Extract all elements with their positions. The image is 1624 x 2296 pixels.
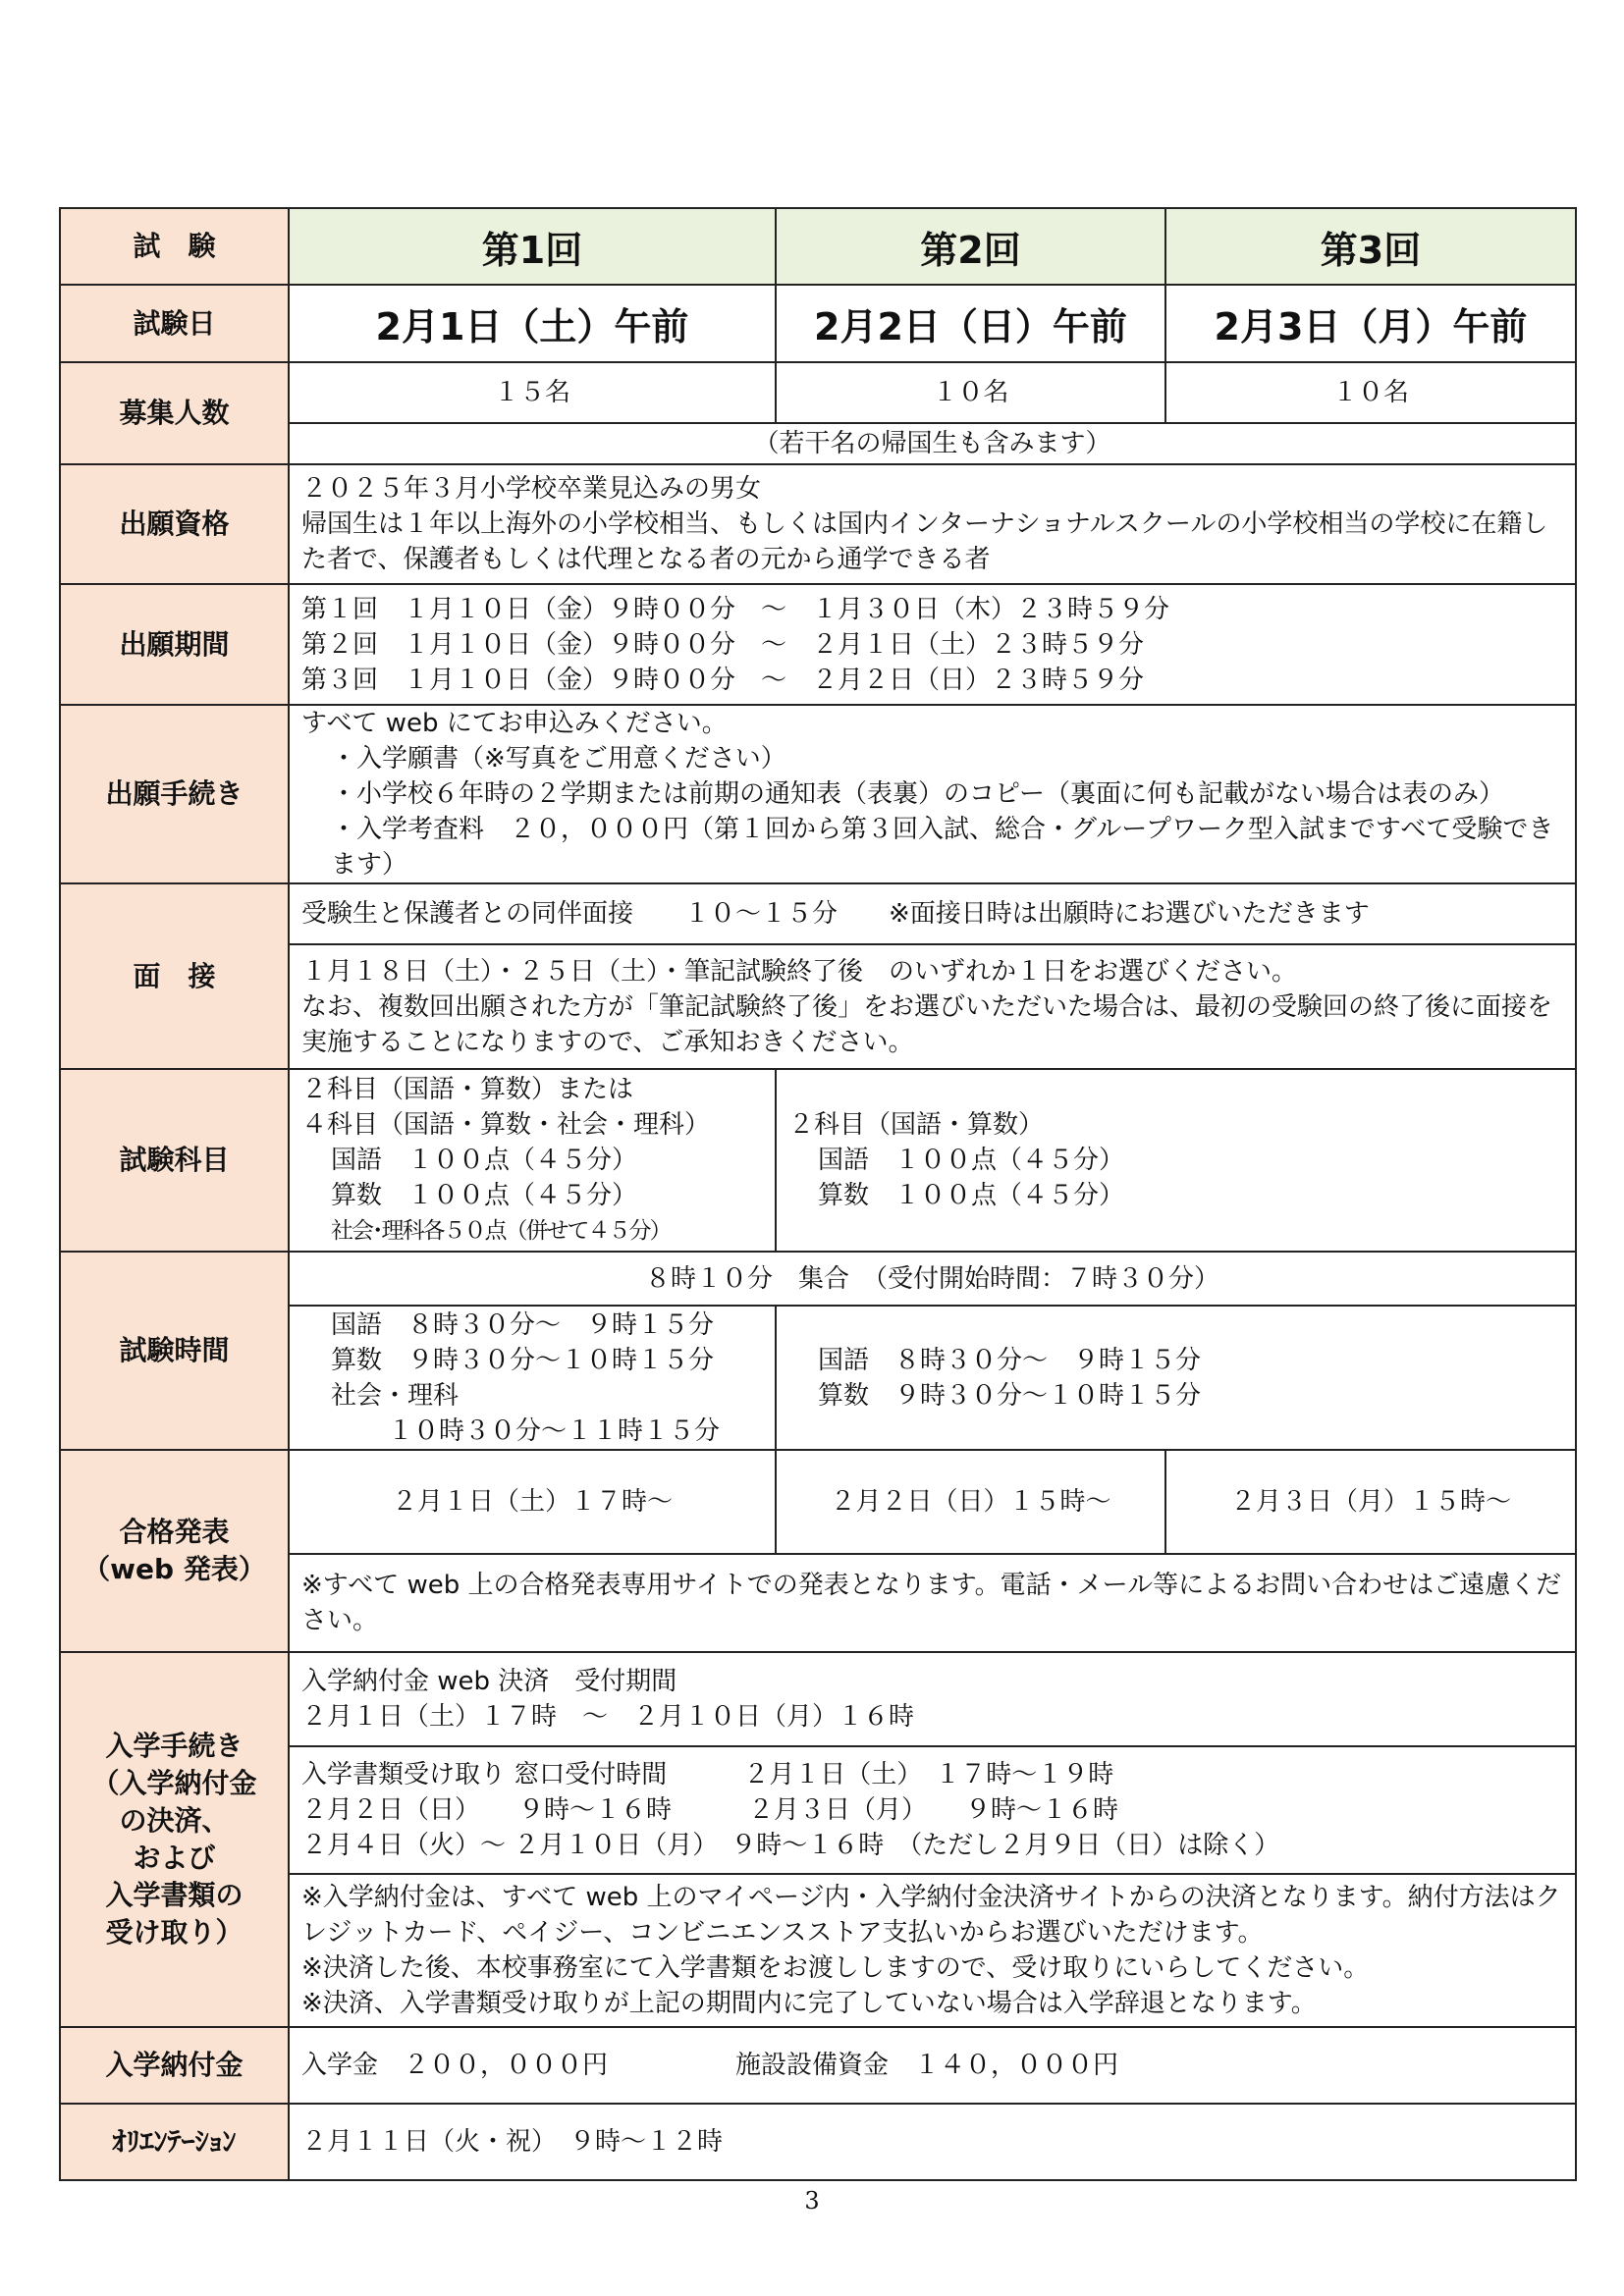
- procedure-intro: すべて web にてお申込みください。: [301, 709, 728, 738]
- interview-detail: [289, 944, 1576, 1069]
- admission-docs-line-3: ２月４日（火）～ ２月１０日（月） ９時～１６時 （ただし２月９日（日）は除く）: [301, 1831, 1280, 1860]
- subjects-left-line-2: ４科目（国語・算数・社会・理科）: [301, 1110, 711, 1140]
- capacity-row: [60, 362, 1576, 423]
- exam-date-2: 2月2日（日）午前: [776, 285, 1165, 362]
- header-row: [60, 208, 1576, 285]
- eligibility-label: 出願資格: [60, 464, 289, 584]
- subjects-left-line-5: 社会･理科各５０点（併せて４５分）: [331, 1218, 671, 1244]
- capacity-1: １５名: [289, 362, 776, 423]
- schedule-left-line-1: 国語 ８時３０分～ ９時１５分: [331, 1309, 715, 1340]
- round-2-header: 第2回: [776, 208, 1165, 285]
- schedule-right-line-2: 算数 ９時３０分～１０時１５分: [818, 1380, 1202, 1411]
- results-label-line-2: （web 発表）: [82, 1553, 266, 1585]
- procedure-item-1: ・入学願書（※写真をご用意ください）: [331, 744, 786, 774]
- admission-payment-title: 入学納付金 web 決済 受付期間: [301, 1667, 677, 1696]
- admission-payment-row: [60, 1652, 1576, 1746]
- interview-line-1: 受験生と保護者との同伴面接 １０～１５分 ※面接日時は出願時にお選びいただきます: [289, 883, 1576, 944]
- application-period-label: 出願期間: [60, 584, 289, 705]
- schedule-left-line-3: 社会・理科: [331, 1380, 460, 1411]
- procedure-item-2: ・小学校６年時の２学期または前期の通知表（表裏）のコピー（裏面に何も記載がない場合は表のみ）: [331, 779, 1504, 809]
- admission-note-1: ※入学納付金は、すべて web 上のマイページ内・入学納付金決済サイトからの決済となります。納付方法はクレジットカード、ペイジー、コンビニエンスストア支払いからお選びいただけます。: [301, 1883, 1561, 1948]
- schedule-left: [289, 1306, 776, 1450]
- capacity-label: 募集人数: [60, 362, 289, 464]
- admission-docs: [289, 1746, 1576, 1874]
- results-date-1: ２月１日（土）１７時～: [289, 1450, 776, 1554]
- admission-note-3: ※決済、入学書類受け取りが上記の期間内に完了していない場合は入学辞退となります。: [301, 1989, 1317, 2018]
- application-period-line-1: 第１回 １月１０日（金）９時００分 ～ １月３０日（木）２３時５９分: [301, 594, 1170, 624]
- results-row: [60, 1450, 1576, 1554]
- subjects-right-line-2: 国語 １００点（４５分）: [818, 1146, 1125, 1175]
- capacity-2: １０名: [776, 362, 1165, 423]
- schedule-right-line-1: 国語 ８時３０分～ ９時１５分: [818, 1345, 1202, 1375]
- schedule-row: [60, 1252, 1576, 1306]
- subjects-left-line-1: ２科目（国語・算数）または: [301, 1075, 634, 1104]
- exam-date-row: [60, 285, 1576, 362]
- fees-text: 入学金 ２００，０００円 施設設備資金 １４０，０００円: [289, 2027, 1576, 2104]
- eligibility-line-2: 帰国生は１年以上海外の小学校相当、もしくは国内インターナショナルスクールの小学校相当の学校に在籍した者で、保護者もしくは代理となる者の元から通学できる者: [301, 509, 1548, 574]
- admission-notes: [289, 1874, 1576, 2027]
- exam-date-1: 2月1日（土）午前: [289, 285, 776, 362]
- admission-label-line-3: の決済、: [119, 1804, 230, 1837]
- header-label: 試 験: [60, 208, 289, 285]
- eligibility-content: [289, 464, 1576, 584]
- orientation-row: [60, 2104, 1576, 2180]
- fees-row: [60, 2027, 1576, 2104]
- subjects-label: 試験科目: [60, 1069, 289, 1252]
- admission-label-line-4: および: [133, 1842, 216, 1874]
- orientation-text: ２月１１日（火・祝） ９時～１２時: [289, 2104, 1576, 2180]
- fees-label: 入学納付金: [60, 2027, 289, 2104]
- subjects-right-line-1: ２科目（国語・算数）: [788, 1110, 1045, 1140]
- orientation-label: ｵﾘｴﾝﾃｰｼｮﾝ: [60, 2104, 289, 2180]
- admission-docs-line-1: 入学書類受け取り 窓口受付時間 ２月１日（土） １７時～１９時: [301, 1760, 1114, 1789]
- subjects-left-line-4: 算数 １００点（４５分）: [331, 1181, 638, 1210]
- eligibility-row: [60, 464, 1576, 584]
- admission-payment: [289, 1652, 1576, 1746]
- exam-date-label: 試験日: [60, 285, 289, 362]
- procedure-content: [289, 705, 1576, 883]
- eligibility-line-1: ２０２５年３月小学校卒業見込みの男女: [301, 474, 762, 504]
- application-period-row: [60, 584, 1576, 705]
- exam-date-3: 2月3日（月）午前: [1165, 285, 1576, 362]
- results-label-line-1: 合格発表: [119, 1516, 230, 1548]
- admission-label-line-6: 受け取り）: [105, 1916, 244, 1949]
- schedule-gather: ８時１０分 集合 （受付開始時間：７時３０分）: [289, 1252, 1576, 1306]
- interview-detail-line-1: １月１８日（土）・２５日（土）・筆記試験終了後 のいずれか１日をお選びください。: [301, 956, 1298, 987]
- schedule-left-line-4: １０時３０分～１１時１５分: [388, 1415, 721, 1446]
- exam-info-table: [59, 207, 1577, 2181]
- schedule-left-line-2: 算数 ９時３０分～１０時１５分: [331, 1345, 715, 1375]
- procedure-row: [60, 705, 1576, 883]
- round-3-header: 第3回: [1165, 208, 1576, 285]
- subjects-left: [289, 1069, 776, 1252]
- subjects-row: [60, 1069, 1576, 1252]
- interview-detail-line-2: なお、複数回出願された方が「筆記試験終了後」をお選びいただいた場合は、最初の受験回の終了後に面接を実施することになりますので、ご承知おきください。: [301, 991, 1553, 1057]
- results-date-3: ２月３日（月）１５時～: [1165, 1450, 1576, 1554]
- results-date-2: ２月２日（日）１５時～: [776, 1450, 1165, 1554]
- interview-row: [60, 883, 1576, 944]
- round-1-header: 第1回: [289, 208, 776, 285]
- application-period-content: [289, 584, 1576, 705]
- admission-docs-line-2: ２月２日（日） ９時～１６時 ２月３日（月） ９時～１６時: [301, 1795, 1119, 1825]
- admission-payment-period: ２月１日（土）１７時 ～ ２月１０日（月）１６時: [301, 1702, 915, 1732]
- capacity-3: １０名: [1165, 362, 1576, 423]
- capacity-note: （若干名の帰国生も含みます）: [289, 423, 1576, 464]
- admission-label-line-2: （入学納付金: [91, 1767, 257, 1799]
- application-period-line-2: 第２回 １月１０日（金）９時００分 ～ ２月１日（土）２３時５９分: [301, 629, 1145, 660]
- page-number: 3: [804, 2187, 820, 2215]
- admission-label-line-5: 入学書類の: [105, 1879, 244, 1911]
- interview-label: 面 接: [60, 883, 289, 1069]
- subjects-right-line-3: 算数 １００点（４５分）: [818, 1181, 1125, 1210]
- procedure-label: 出願手続き: [60, 705, 289, 883]
- schedule-label: 試験時間: [60, 1252, 289, 1450]
- application-period-line-3: 第３回 １月１０日（金）９時００分 ～ ２月２日（日）２３時５９分: [301, 665, 1145, 695]
- admission-label-line-1: 入学手続き: [105, 1730, 244, 1762]
- subjects-left-line-3: 国語 １００点（４５分）: [331, 1146, 638, 1175]
- results-note: ※すべて web 上の合格発表専用サイトでの発表となります。電話・メール等によるお問い合わせはご遠慮ください。: [289, 1554, 1576, 1652]
- admission-label: [60, 1652, 289, 2027]
- procedure-item-3: ・入学考査料 ２０，０００円（第１回から第３回入試、総合・グループワーク型入試まですべて受験できます）: [331, 815, 1554, 880]
- results-label: [60, 1450, 289, 1652]
- subjects-right: [776, 1069, 1576, 1252]
- schedule-right: [776, 1306, 1576, 1450]
- admission-note-2: ※決済した後、本校事務室にて入学書類をお渡ししますので、受け取りにいらしてください。: [301, 1953, 1370, 1983]
